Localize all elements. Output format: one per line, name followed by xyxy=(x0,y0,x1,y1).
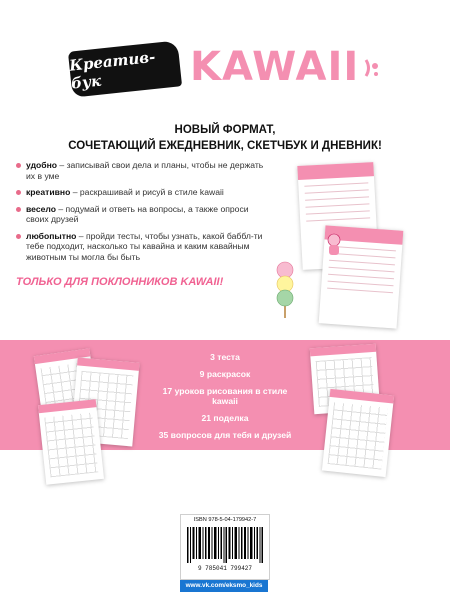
brand-logo-badge xyxy=(68,40,182,97)
feature-item xyxy=(16,204,266,225)
feature-list xyxy=(16,160,266,268)
feature-text: – раскрашивай и рисуй в стиле kawaii xyxy=(70,187,224,197)
stat-item: 9 раскрасок xyxy=(199,369,251,379)
vk-link[interactable]: www.vk.com/eksmo_kids xyxy=(180,580,268,592)
slogan: ТОЛЬКО ДЛЯ ПОКЛОННИКОВ KAWAII! xyxy=(16,276,224,288)
stat-item: 3 теста xyxy=(210,352,240,362)
isbn-text: ISBN 978-5-04-179942-7 xyxy=(193,517,257,523)
headline-line-2: СОЧЕТАЮЩИЙ ЕЖЕДНЕВНИК, СКЕТЧБУК И ДНЕВНИК! xyxy=(68,140,382,152)
stat-item: 35 вопросов для тебя и друзей xyxy=(158,430,292,440)
craft-page-preview xyxy=(322,389,394,477)
barcode-icon xyxy=(187,527,263,563)
stat-item: 17 уроков рисования в стиле kawaii xyxy=(162,386,288,406)
feature-item xyxy=(16,187,266,198)
feature-term: любопытно xyxy=(26,230,77,241)
kawaii-girl-icon xyxy=(324,232,344,256)
feature-text: – подумай и ответь на вопросы, а также опроси своих друзей xyxy=(26,203,249,224)
cover-title: KAWAII xyxy=(190,44,360,90)
feature-term: весело xyxy=(26,203,56,214)
bullet-dot-icon xyxy=(16,234,21,239)
contents-stats xyxy=(150,352,300,447)
bullet-dot-icon xyxy=(16,207,21,212)
bullet-dot-icon xyxy=(16,163,21,168)
feature-term: удобно xyxy=(26,160,58,170)
headline-line-1: НОВЫЙ ФОРМАТ, xyxy=(174,124,276,136)
stat-item: 21 поделка xyxy=(201,413,249,423)
feature-term: креативно xyxy=(26,187,71,197)
feature-text: – пройди тесты, чтобы узнать, какой баббл-ти тебе подходит, насколько ты кавайна и каким кавайным животным ты могла бы быть xyxy=(26,230,263,262)
notebook-header-strip xyxy=(297,162,374,180)
splash-icon xyxy=(362,58,380,80)
dango-skewer-icon xyxy=(270,258,300,320)
barcode-number: 9 785041 799427 xyxy=(197,565,252,572)
feature-text: – записывай свои дела и планы, чтобы не держать их в уме xyxy=(26,160,264,181)
sample-page-preview xyxy=(38,399,104,485)
bullet-dot-icon xyxy=(16,190,21,195)
brand-logo-text: Креатив-бук xyxy=(68,47,157,93)
feature-item xyxy=(16,160,266,181)
feature-item xyxy=(16,231,266,263)
barcode-block xyxy=(180,514,270,580)
